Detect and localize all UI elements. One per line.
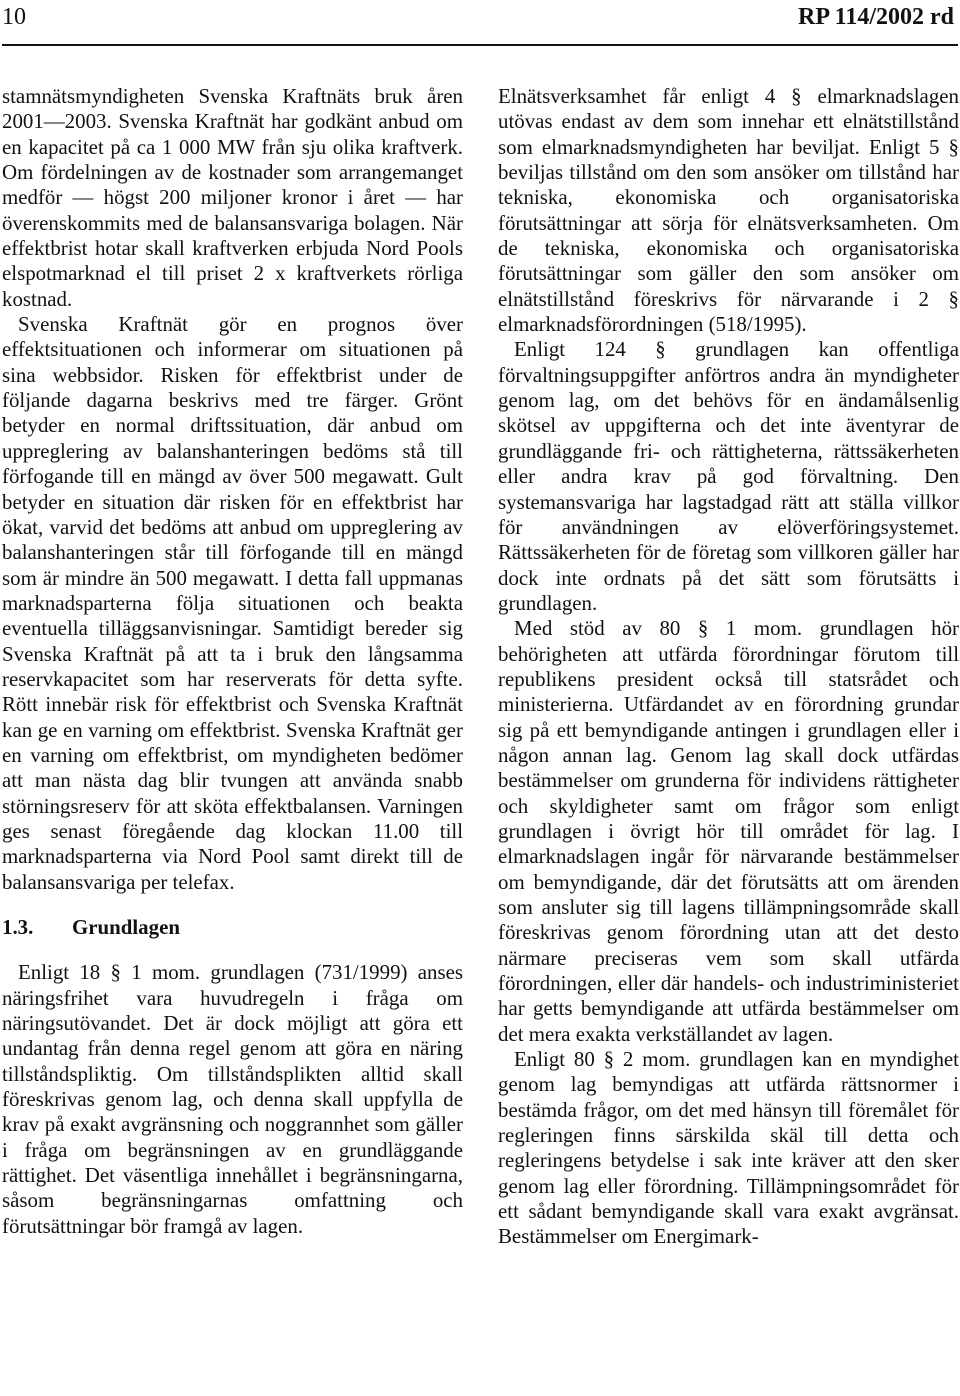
section-heading <box>2 915 463 940</box>
page-header <box>2 0 958 46</box>
right-paragraph-4: Enligt 80 § 2 mom. grundlagen kan en myndighet genom lag bemyndigas att utfärda rättsnormer i bestämda frågor, om det med hänsyn till föremålet för regleringen finns särskilda skäl till detta och regleringens betydelse i sak inte kräver att den sker genom lag eller förordning. Tillämpningsområdet för ett sådant bemyndigande skall vara exakt avgränsat. Bestämmelser om Energimark- <box>498 1047 959 1249</box>
section-number: 1.3. <box>2 915 34 939</box>
right-paragraph-3: Med stöd av 80 § 1 mom. grundlagen hör behörigheten att utfärda förordningar förutom till republikens president också till statsrådet och ministerierna. Utfärdandet av en förordning grundar sig på ett bemyndigande antingen i grundlagen eller i någon annan lag. Genom lag skall dock utfärdas bestämmelser om grunderna för individens rättigheter och skyldigheter samt om frågor som enligt grundlagen i övrigt hör till området för lag. I elmarknadslagen ingår för närvarande bestämmelser om bemyndigande, där det förutsätts att om ärenden som ansluter sig till lagens tillämpningsområde skall föreskrivas genom förordning utan att det desto närmare preciseras vem som skall utfärda förordningen, eller där handels- och industriministeriet har getts bemyndigande att utfärda bestämmelser om det mera exakta verkställandet av lagen. <box>498 616 959 1046</box>
right-paragraph-1: Elnätsverksamhet får enligt 4 § elmarknadslagen utövas endast av dem som innehar ett elnätstillstånd som elmarknadsmyndigheten har beviljat. Enligt 5 § beviljas tillstånd om den som ansöker om tillstånd har tekniska, ekonomiska och organisatoriska förutsättningar att sörja för elnätsverksamheten. Om de tekniska, ekonomiska och organisatoriska förutsättningar som gäller den som ansöker om elnätstillstånd föreskrivs för närvarande i 2 § elmarknadsförordningen (518/1995). <box>498 84 959 337</box>
left-paragraph-1: stamnätsmyndigheten Svenska Kraftnäts bruk åren 2001—2003. Svenska Kraftnät har godkänt anbud om en kapacitet på ca 1 000 MW från sju olika kraftverk. Om fördelningen av de kostnader som arrangemanget medför — högst 200 miljoner kronor i året — har överenskommits med de balansansvariga bolagen. När effektbrist hotar skall kraftverken erbjuda Nord Pools elspotmarknad el till priset 2 x kraftverkets rörliga kostnad. <box>2 84 463 311</box>
left-paragraph-3: Enligt 18 § 1 mom. grundlagen (731/1999) anses näringsfrihet vara huvudregeln i fråga om näringsutövandet. Det är dock möjligt att göra ett undantag från denna regel genom att göra en näring tillståndspliktig. Om tillståndsplikten alltid skall föreskrivas genom lag, och denna skall uppfylla de krav på exakt avgränsning och noggrannhet som gäller i fråga om begränsningen av en grundläggande rättighet. Det väsentliga innehållet i begränsningarna, såsom begränsningarnas omfattning och förutsättningar bör framgå av lagen. <box>2 960 463 1238</box>
left-paragraph-2: Svenska Kraftnät gör en prognos över effektsituationen och informerar om situationen på sina webbsidor. Risken för effektbrist under de följande dagarna beskrivs med tre färger. Grönt betyder en normal driftssituation, där anbud om uppreglering av balanshanteringen bedöms stå till förfogande till en mängd av över 500 megawatt. Gult betyder en situation där risken för en effektbrist har ökat, varvid det bedöms att anbud om uppreglering av balanshanteringen står till förfogande till en mängd som är mindre än 500 megawatt. I detta fall uppmanas marknadsparterna följa situationen och beakta eventuella tilläggsanvisningar. Samtidigt bereder sig Svenska Kraftnät på att ta i bruk den långsamma reservkapacitet som har reserverats för detta syfte. Rött innebär risk för effektbrist och Svenska Kraftnät kan ge en varning om effektbrist. Svenska Kraftnät ger en varning om effektbrist, om myndigheten bedömer att man nästa dag blir tvungen att använda snabb störningsreserv för att sköta effektbalansen. Varningen ges senast föregående dag klockan 11.00 till marknadsparterna via Nord Pool samt direkt till de balansansvariga per telefax. <box>2 312 463 894</box>
section-title: Grundlagen <box>72 915 180 939</box>
document-id: RP 114/2002 rd <box>797 4 954 30</box>
page-number: 10 <box>2 4 26 30</box>
left-column <box>2 84 463 1239</box>
right-paragraph-2: Enligt 124 § grundlagen kan offentliga förvaltningsuppgifter anförtros andra än myndigheter genom lag, om det behövs för en ändamålsenlig skötsel av uppgifterna och det inte äventyrar de grundläggande fri- och rättigheterna, rättssäkerheten eller andra krav på god förvaltning. Den systemansvariga har lagstadgad rätt att ställa villkor för användningen av elöverföringsystemet. Rättssäkerheten för de företag som villkoren gäller har dock inte ordnats på det sätt som förutsätts i grundlagen. <box>498 337 959 615</box>
header-rule <box>2 44 958 46</box>
right-column <box>498 84 959 1250</box>
